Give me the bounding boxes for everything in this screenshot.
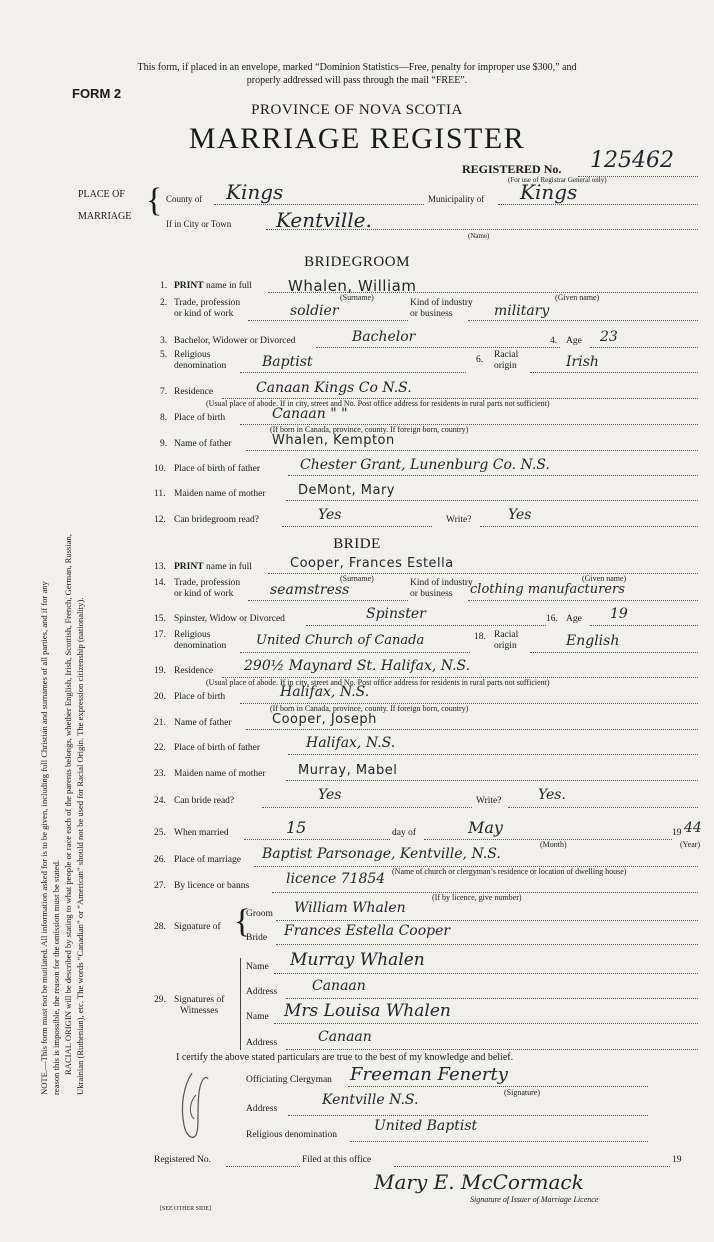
- field-28-label: Signature of: [174, 922, 221, 932]
- postal-notice-line-1: This form, if placed in an envelope, marked “Dominion Statistics—Free, penalty for improper use $300,” and: [137, 62, 577, 73]
- field-14-number: 14.: [154, 578, 166, 588]
- groom-signature-label: Groom: [246, 909, 273, 919]
- field-29-label-2: Witnesses: [180, 1006, 219, 1016]
- field-10-number: 10.: [154, 464, 166, 474]
- field-19-label: Residence: [174, 666, 214, 676]
- bride-father-birthplace-value: Halifax, N.S.: [306, 735, 396, 751]
- bride-industry-label-2: or business: [410, 589, 453, 599]
- field-21-line: [246, 729, 698, 730]
- field-28-number: 28.: [154, 922, 166, 932]
- groom-industry-label-2: or business: [410, 309, 453, 319]
- field-6-label-1: Racial: [494, 350, 519, 360]
- form-number: FORM 2: [72, 86, 122, 101]
- field-12-number: 12.: [154, 515, 166, 525]
- field-22-number: 22.: [154, 743, 166, 753]
- marriage-month-value: May: [468, 818, 503, 837]
- field-27-number: 27.: [154, 881, 166, 891]
- field-19-number: 19.: [154, 666, 166, 676]
- witness-2-address: Canaan: [318, 1029, 372, 1045]
- city-value: Kentville.: [276, 208, 372, 232]
- year-prefix: 19: [672, 828, 682, 838]
- groom-signature-line: [276, 920, 698, 921]
- field-2-label-2: or kind of work: [174, 309, 234, 319]
- signature-brace: {: [234, 903, 251, 940]
- field-4-label: Age: [566, 336, 582, 346]
- month-caption: (Month): [540, 840, 567, 849]
- bride-read-value: Yes: [318, 787, 342, 803]
- field-9-label: Name of father: [174, 439, 232, 449]
- bridegroom-heading: BRIDEGROOM: [304, 254, 410, 270]
- issuer-signature: Mary E. McCormack: [374, 1170, 584, 1194]
- denomination-label: Religious denomination: [246, 1130, 338, 1140]
- witness-1-address-label: Address: [246, 987, 278, 997]
- field-25-number: 25.: [154, 828, 166, 838]
- field-13-line: [268, 573, 698, 574]
- field-10-line: [288, 475, 698, 476]
- bride-name-value: Cooper, Frances Estella: [290, 556, 454, 571]
- side-note-line-1: NOTE.—This form must not be mutilated. All information asked for is to be given, including full Christian and surnames of all parties, and if for any: [39, 581, 49, 1095]
- field-4-line: [590, 347, 698, 348]
- groom-father-birthplace-value: Chester Grant, Lunenburg Co. N.S.: [300, 457, 550, 473]
- witness-1-name-line: [274, 973, 698, 974]
- field-8-number: 8.: [160, 413, 168, 423]
- field-29-label-1: Signatures of: [174, 995, 225, 1005]
- see-other-side: [SEE OTHER SIDE]: [160, 1206, 211, 1212]
- side-note-line-4: Ukrainian (Ruthenian), etc. The words “Canadian” or “American” should not be used for Racial Origin. The expression citizenship (nationality).: [75, 597, 85, 1095]
- field-22-line: [288, 754, 698, 755]
- issuer-caption: Signature of Issuer of Marriage Licence: [470, 1195, 599, 1204]
- groom-father-value: Whalen, Kempton: [272, 433, 395, 448]
- footer-registered-line: [226, 1166, 300, 1167]
- field-15-number: 15.: [154, 614, 166, 624]
- footer-year-prefix: 19: [672, 1155, 682, 1165]
- field-18-line: [530, 652, 698, 653]
- field-16-line: [590, 625, 698, 626]
- field-25-label: When married: [174, 828, 229, 838]
- registrar-note: (For use of Registrar General only): [508, 176, 607, 184]
- field-6-label-2: origin: [494, 361, 517, 371]
- witness-bracket: [240, 958, 241, 1050]
- field-24-line: [262, 807, 472, 808]
- groom-birthplace-caption: (If born in Canada, province, county. If foreign born, country): [270, 425, 469, 434]
- field-24-label: Can bride read?: [174, 796, 235, 806]
- province-heading: PROVINCE OF NOVA SCOTIA: [251, 102, 463, 118]
- field-16-label: Age: [566, 614, 582, 624]
- witness-1-address: Canaan: [312, 978, 366, 994]
- year-caption: (Year): [680, 840, 701, 849]
- field-13-number: 13.: [154, 562, 166, 572]
- field-14-label-1: Trade, profession: [174, 578, 241, 588]
- city-name-caption: (Name): [468, 232, 490, 240]
- witness-2-name-label: Name: [246, 1012, 269, 1022]
- field-3-line: [316, 347, 560, 348]
- groom-birthplace-value: Canaan " ": [272, 406, 348, 422]
- field-1-label: name in full: [206, 281, 252, 291]
- certify-statement: I certify the above stated particulars are true to the best of my knowledge and belief.: [176, 1052, 514, 1063]
- field-24-number: 24.: [154, 796, 166, 806]
- bride-residence-caption: (Usual place of abode. If in city, street and No. Post office address for residents in rural parts not sufficient): [206, 678, 550, 687]
- municipality-label: Municipality of: [428, 194, 485, 204]
- field-21-number: 21.: [154, 718, 166, 728]
- bride-heading: BRIDE: [333, 536, 381, 552]
- bride-signature: Frances Estella Cooper: [284, 923, 451, 939]
- field-23-line: [286, 780, 698, 781]
- groom-read-value: Yes: [318, 507, 342, 523]
- witness-1-address-line: [286, 998, 698, 999]
- groom-industry-value: military: [494, 303, 550, 319]
- groom-write-label: Write?: [446, 515, 472, 525]
- field-1-number: 1.: [160, 281, 168, 291]
- field-14-line: [248, 600, 408, 601]
- field-10-label: Place of birth of father: [174, 464, 260, 474]
- marriage-day-value: 15: [286, 818, 307, 837]
- county-label: County of: [166, 194, 203, 204]
- registered-number-label: REGISTERED No.: [462, 162, 562, 176]
- field-9-line: [246, 450, 698, 451]
- place-label-2: MARRIAGE: [78, 211, 132, 222]
- witness-2-address-line: [286, 1049, 698, 1050]
- field-12-label: Can bridegroom read?: [174, 515, 259, 525]
- licence-caption: (If by licence, give number): [432, 893, 522, 902]
- field-16-number: 16.: [546, 614, 558, 624]
- groom-racial-value: Irish: [566, 354, 599, 370]
- clergy-address: Kentville N.S.: [322, 1092, 419, 1108]
- field-8-label: Place of birth: [174, 413, 226, 423]
- bride-father-value: Cooper, Joseph: [272, 712, 377, 727]
- field-17-line: [240, 652, 470, 653]
- groom-industry-label-1: Kind of industry: [410, 298, 473, 308]
- field-23-label: Maiden name of mother: [174, 769, 266, 779]
- municipality-line: [498, 204, 698, 205]
- bride-industry-value: clothing manufacturers: [470, 582, 625, 597]
- field-17-label-1: Religious: [174, 630, 211, 640]
- place-label-1: PLACE OF: [78, 189, 125, 200]
- witness-2-address-label: Address: [246, 1038, 278, 1048]
- clergy-address-line: [288, 1115, 648, 1116]
- field-2-number: 2.: [160, 298, 168, 308]
- field-21-label: Name of father: [174, 718, 232, 728]
- bride-write-value: Yes.: [538, 787, 566, 803]
- field-20-number: 20.: [154, 692, 166, 702]
- field-11-label: Maiden name of mother: [174, 489, 266, 499]
- bride-signature-label: Bride: [246, 933, 268, 943]
- city-label: If in City or Town: [166, 219, 232, 229]
- groom-write-value: Yes: [508, 507, 532, 523]
- field-1-print-label: PRINT: [174, 281, 204, 291]
- field-22-label: Place of birth of father: [174, 743, 260, 753]
- field-3-label: Bachelor, Widower or Divorced: [174, 336, 296, 346]
- bride-racial-value: English: [566, 633, 620, 649]
- bride-residence-value: 290½ Maynard St. Halifax, N.S.: [244, 658, 471, 674]
- groom-given-caption: (Given name): [555, 293, 600, 302]
- marriage-place-value: Baptist Parsonage, Kentville, N.S.: [262, 846, 501, 862]
- clergyman-label: Officiating Clergyman: [246, 1075, 332, 1085]
- county-value: Kings: [226, 180, 284, 204]
- field-13-label: name in full: [206, 562, 252, 572]
- footer-filed-label: Filed at this office: [302, 1155, 372, 1165]
- footer-filed-line: [394, 1166, 670, 1167]
- marriage-day-label: day of: [392, 828, 417, 838]
- licence-value: licence 71854: [286, 871, 386, 887]
- field-11-number: 11.: [154, 489, 166, 499]
- field-5-line: [240, 372, 466, 373]
- field-6-line: [530, 372, 698, 373]
- field-13-print-label: PRINT: [174, 562, 204, 572]
- groom-residence-caption: (Usual place of abode. If in city, street and No. Post office address for residents in rural parts not sufficient): [206, 399, 550, 408]
- groom-religion-value: Baptist: [262, 354, 313, 370]
- field-26-label: Place of marriage: [174, 855, 241, 865]
- groom-signature: William Whalen: [294, 900, 406, 916]
- witness-1-name-label: Name: [246, 962, 269, 972]
- field-20-label: Place of birth: [174, 692, 226, 702]
- bride-birthplace-value: Halifax, N.S.: [280, 684, 370, 700]
- field-15-label: Spinster, Widow or Divorced: [174, 614, 285, 624]
- field-12-line: [282, 526, 432, 527]
- marriage-year-value: 44: [684, 820, 702, 836]
- bride-trade-value: seamstress: [270, 582, 350, 598]
- clergy-address-label: Address: [246, 1104, 278, 1114]
- bride-status-value: Spinster: [366, 606, 426, 622]
- field-5-label-2: denomination: [174, 361, 227, 371]
- field-29-number: 29.: [154, 995, 166, 1005]
- clergyman-signature-caption: (Signature): [504, 1088, 540, 1097]
- bride-given-caption: (Given name): [582, 574, 627, 583]
- witness-2-name-line: [274, 1023, 698, 1024]
- denomination-value: United Baptist: [374, 1118, 478, 1134]
- bride-age-value: 19: [610, 606, 628, 622]
- groom-residence-value: Canaan Kings Co N.S.: [256, 380, 412, 396]
- marriage-place-caption: (Name of church or clergyman’s residence or location of dwelling house): [392, 867, 627, 876]
- field-7-number: 7.: [160, 387, 168, 397]
- witness-2-name: Mrs Louisa Whalen: [284, 1001, 451, 1021]
- groom-write-line: [480, 526, 698, 527]
- bride-signature-line: [276, 944, 698, 945]
- side-note-line-2: reason this is impossible, the reason for the omission must be stated.: [51, 859, 61, 1095]
- bride-write-label: Write?: [476, 796, 502, 806]
- field-14-label-2: or kind of work: [174, 589, 234, 599]
- field-5-number: 5.: [160, 350, 168, 360]
- groom-mother-value: DeMont, Mary: [298, 483, 395, 498]
- field-27-label: By licence or banns: [174, 881, 250, 891]
- bride-birthplace-caption: (If born in Canada, province, county. If foreign born, country): [270, 704, 469, 713]
- footer-registered-label: Registered No.: [154, 1155, 211, 1165]
- field-5-label-1: Religious: [174, 350, 211, 360]
- municipality-value: Kings: [520, 180, 578, 204]
- day-line: [244, 839, 390, 840]
- bride-mother-value: Murray, Mabel: [298, 763, 398, 778]
- county-line: [214, 204, 424, 205]
- field-7-label: Residence: [174, 387, 214, 397]
- witness-1-name: Murray Whalen: [290, 950, 425, 970]
- registered-number-value: 125462: [590, 148, 674, 173]
- denomination-line: [350, 1141, 648, 1142]
- field-17-label-2: denomination: [174, 641, 227, 651]
- groom-age-value: 23: [600, 329, 618, 345]
- field-23-number: 23.: [154, 769, 166, 779]
- bride-write-line: [508, 807, 698, 808]
- bride-industry-label-1: Kind of industry: [410, 578, 473, 588]
- clergyman-signature: Freeman Fenerty: [350, 1064, 508, 1085]
- bride-industry-line: [468, 600, 698, 601]
- page-title: MARRIAGE REGISTER: [188, 122, 526, 155]
- groom-surname-caption: (Surname): [340, 293, 374, 302]
- side-note: [38, 325, 86, 1095]
- field-2-line: [248, 320, 408, 321]
- place-brace: {: [146, 182, 163, 219]
- groom-status-value: Bachelor: [352, 329, 416, 345]
- field-6-number: 6.: [476, 355, 484, 365]
- field-2-label-1: Trade, profession: [174, 298, 241, 308]
- clergyman-line: [348, 1086, 648, 1087]
- groom-name-value: Whalen, William: [288, 277, 417, 295]
- field-15-line: [306, 625, 546, 626]
- field-26-number: 26.: [154, 855, 166, 865]
- field-11-line: [286, 500, 698, 501]
- field-17-number: 17.: [154, 630, 166, 640]
- field-18-label-1: Racial: [494, 630, 519, 640]
- field-18-label-2: origin: [494, 641, 517, 651]
- groom-trade-value: soldier: [290, 303, 339, 319]
- groom-industry-line: [468, 320, 698, 321]
- postal-notice-line-2: properly addressed will pass through the mail “FREE”.: [246, 75, 468, 86]
- bride-religion-value: United Church of Canada: [256, 633, 425, 648]
- side-note-line-3: RACIAL ORIGIN will be described by stating to what people or race each of the parents belongs, whether English, Irish, Scottish, French, German, Russian,: [63, 534, 73, 1075]
- field-9-number: 9.: [160, 439, 168, 449]
- field-18-number: 18.: [474, 632, 486, 642]
- pencil-mark-icon: [170, 1065, 220, 1150]
- field-4-number: 4.: [550, 336, 558, 346]
- field-3-number: 3.: [160, 336, 168, 346]
- bride-surname-caption: (Surname): [340, 574, 374, 583]
